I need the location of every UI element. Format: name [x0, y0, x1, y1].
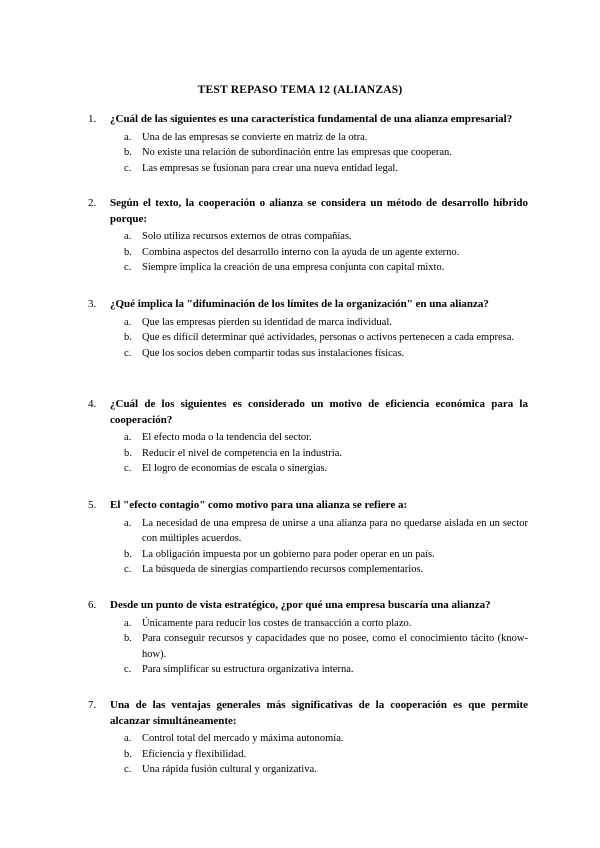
question-text: Desde un punto de vista estratégico, ¿por qué una empresa buscaría una alianza? — [110, 599, 491, 611]
option-a[interactable] — [88, 130, 528, 146]
option-text: Para conseguir recursos y capacidades que no posee, como el conocimiento tácito (know-how). — [142, 633, 528, 660]
option-text: La necesidad de una empresa de unirse a una alianza para no quedarse aislada en un sector con múltiples acuerdos. — [142, 517, 528, 544]
option-text: La búsqueda de sinergias compartiendo recursos complementarios. — [142, 564, 424, 575]
question-3 — [88, 297, 528, 361]
option-c[interactable] — [88, 260, 528, 276]
option-letter: c. — [124, 162, 132, 174]
question-2 — [88, 196, 528, 276]
option-b[interactable] — [88, 631, 528, 662]
option-a[interactable] — [88, 229, 528, 245]
option-text: El logro de economías de escala o sinergias. — [142, 463, 328, 474]
option-letter: a. — [124, 617, 132, 629]
option-text: Combina aspectos del desarrollo interno con la ayuda de un agente externo. — [142, 246, 460, 258]
option-b[interactable] — [88, 747, 528, 763]
question-number: 4. — [88, 398, 97, 410]
question-number: 7. — [88, 699, 97, 711]
option-letter: a. — [124, 131, 132, 143]
option-c[interactable] — [88, 161, 528, 177]
option-letter: c. — [124, 664, 132, 675]
option-c[interactable] — [88, 562, 528, 578]
option-letter: a. — [124, 316, 132, 328]
option-text: Control total del mercado y máxima autonomía. — [142, 733, 344, 744]
page-title: TEST REPASO TEMA 12 (ALIANZAS) — [197, 84, 403, 96]
question-1 — [88, 112, 528, 176]
option-letter: c. — [124, 262, 132, 273]
option-letter: b. — [124, 332, 132, 343]
question-text: ¿Qué implica la "difuminación de los límites de la organización" en una alianza? — [110, 298, 489, 310]
option-letter: b. — [124, 246, 132, 258]
option-letter: a. — [124, 231, 132, 242]
question-text: ¿Cuál de las siguientes es una característica fundamental de una alianza empresarial? — [110, 113, 513, 125]
question-text: Según el texto, la cooperación o alianza se considera un método de desarrollo híbrido porque: — [110, 197, 528, 225]
option-text: El efecto moda o la tendencia del sector. — [142, 432, 312, 443]
question-5 — [88, 498, 528, 578]
option-text: Para simplificar su estructura organizativa interna. — [142, 664, 354, 675]
options-list — [88, 516, 528, 578]
option-b[interactable] — [88, 245, 528, 261]
option-a[interactable] — [88, 430, 528, 446]
option-letter: b. — [124, 633, 132, 644]
option-text: Únicamente para reducir los costes de transacción a corto plazo. — [142, 617, 412, 629]
question-text: Una de las ventajas generales más significativas de la cooperación es que permite alcanzar simultáneamente: — [110, 699, 528, 727]
option-text: No existe una relación de subordinación entre las empresas que cooperan. — [142, 147, 452, 158]
option-a[interactable] — [88, 616, 528, 632]
option-text: Una rápida fusión cultural y organizativa. — [142, 764, 317, 775]
question-6 — [88, 598, 528, 678]
option-letter: a. — [124, 733, 132, 744]
options-list — [88, 315, 528, 362]
option-letter: a. — [124, 432, 132, 443]
option-letter: b. — [124, 748, 132, 760]
question-number: 5. — [88, 499, 97, 511]
option-c[interactable] — [88, 346, 528, 362]
question-number: 6. — [88, 599, 97, 611]
option-text: Eficiencia y flexibilidad. — [142, 748, 247, 760]
option-text: Las empresas se fusionan para crear una nueva entidad legal. — [142, 162, 398, 174]
options-list — [88, 731, 528, 778]
options-list — [88, 229, 528, 276]
question-text: El "efecto contagio" como motivo para una alianza se refiere a: — [110, 499, 408, 511]
option-letter: b. — [124, 447, 132, 459]
option-text: Que los socios deben compartir todas sus instalaciones físicas. — [142, 347, 405, 359]
option-letter: c. — [124, 764, 132, 775]
option-b[interactable] — [88, 446, 528, 462]
options-list — [88, 430, 528, 477]
option-letter: b. — [124, 147, 132, 158]
option-text: Solo utiliza recursos externos de otras compañías. — [142, 231, 352, 242]
question-4 — [88, 397, 528, 477]
question-number: 1. — [88, 113, 97, 125]
option-b[interactable] — [88, 330, 528, 346]
option-text: Que es difícil determinar qué actividades, personas o activos pertenecen a cada empresa. — [142, 332, 515, 343]
option-b[interactable] — [88, 547, 528, 563]
options-list — [88, 130, 528, 177]
question-number: 2. — [88, 197, 97, 209]
option-text: Reducir el nivel de competencia en la industria. — [142, 447, 343, 459]
option-c[interactable] — [88, 461, 528, 477]
question-7 — [88, 698, 528, 778]
options-list — [88, 616, 528, 678]
question-text: ¿Cuál de los siguientes es considerado un motivo de eficiencia económica para la cooperación? — [110, 398, 528, 426]
option-letter: c. — [124, 347, 132, 359]
option-c[interactable] — [88, 662, 528, 678]
question-number: 3. — [88, 298, 97, 310]
option-letter: b. — [124, 548, 132, 560]
option-text: Una de las empresas se convierte en matriz de la otra. — [142, 131, 368, 143]
option-a[interactable] — [88, 516, 528, 547]
option-text: Que las empresas pierden su identidad de marca individual. — [142, 316, 392, 328]
option-c[interactable] — [88, 762, 528, 778]
option-a[interactable] — [88, 731, 528, 747]
option-b[interactable] — [88, 145, 528, 161]
option-text: La obligación impuesta por un gobierno para poder operar en un país. — [142, 548, 435, 560]
option-letter: a. — [124, 517, 132, 529]
option-a[interactable] — [88, 315, 528, 331]
option-text: Siempre implica la creación de una empresa conjunta con capital mixto. — [142, 262, 445, 273]
option-letter: c. — [124, 564, 132, 575]
option-letter: c. — [124, 463, 132, 474]
